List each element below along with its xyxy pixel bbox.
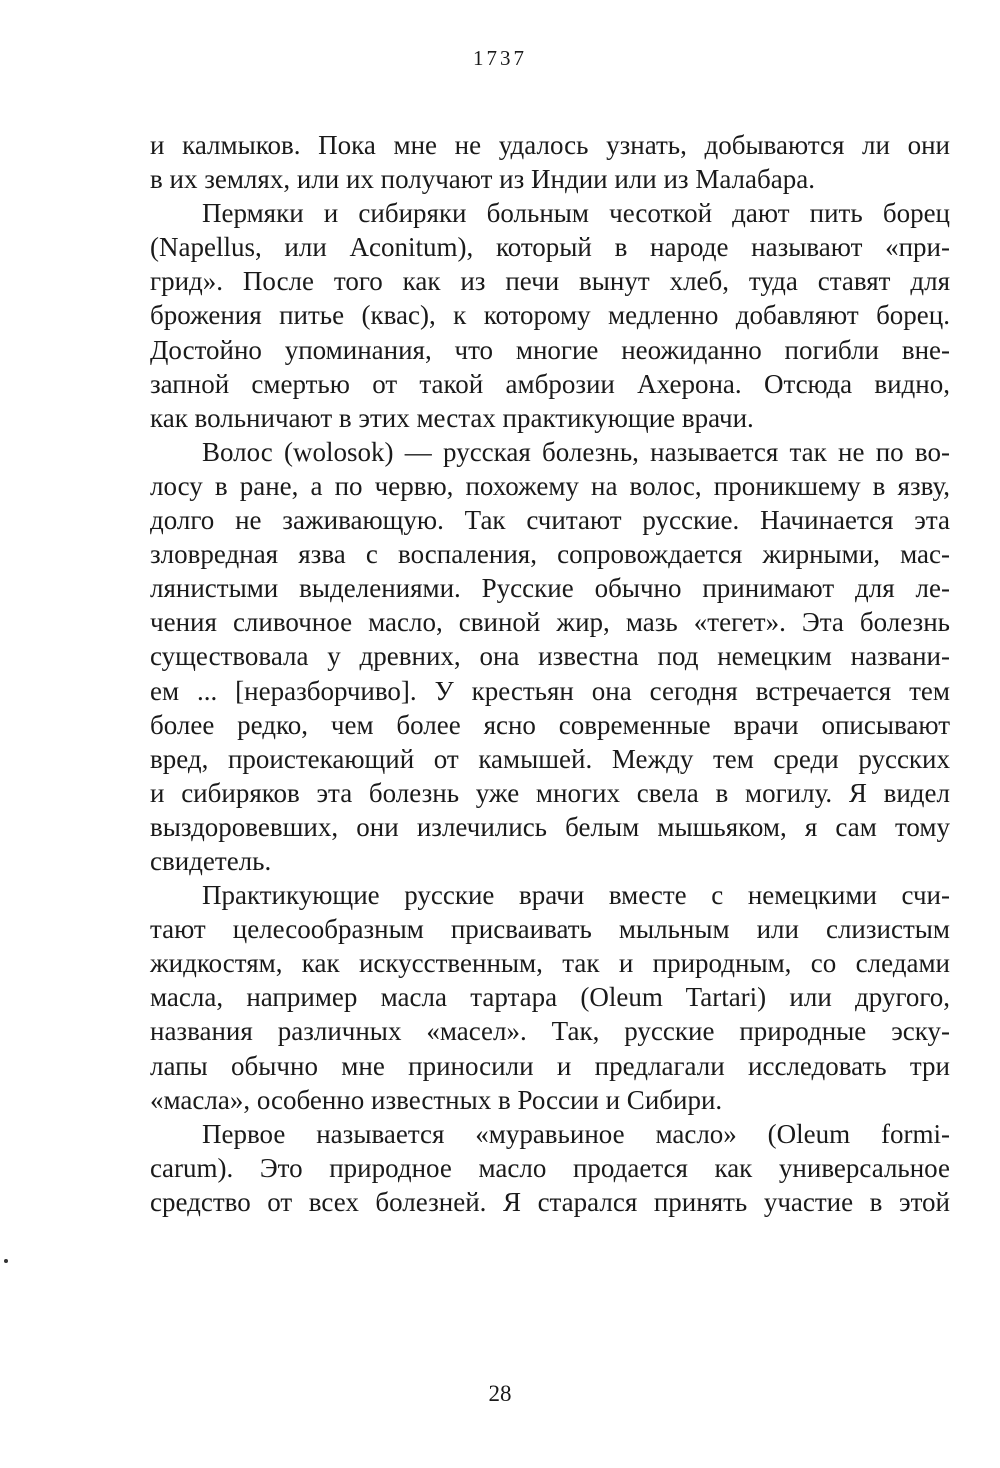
text-line: Практикующие русские врачи вместе с немецкими счи- (202, 880, 950, 911)
text-line: лянистыми выделениями. Русские обычно принимают для ле- (150, 573, 950, 604)
text-line: более редко, чем более ясно современные врачи описывают (150, 709, 950, 740)
text-line: «масла», особенно известных в России и Сибири. (150, 1084, 723, 1115)
text-line: вред, проистекающий от камышей. Между тем среди русских (150, 743, 950, 774)
page-number: 28 (488, 1381, 512, 1406)
text-line: Первое называется «муравьиное масло» (Oleum formi- (202, 1118, 950, 1149)
text-line: в их землях, или их получают из Индии или из Малабара. (150, 164, 815, 195)
running-head: 1737 (473, 46, 527, 70)
text-line: как вольничают в этих местах практикующие врачи. (150, 402, 754, 433)
text-line: лосу в ране, а по червю, похожему на волос, проникшему в язву, (150, 470, 950, 501)
text-line: ем ... [неразборчиво]. У крестьян она сегодня встречается тем (150, 675, 950, 706)
text-line: Достойно упоминания, что многие неожиданно погибли вне- (150, 334, 950, 365)
text-line: тают целесообразным присваивать мыльным или слизистым (150, 914, 950, 945)
body-text (150, 128, 950, 1219)
text-line: выздоровевших, они излечились белым мышьяком, я сам тому (150, 811, 950, 842)
text-line: жидкостям, как искусственным, так и природным, со следами (150, 948, 950, 979)
scan-speck (4, 1259, 8, 1263)
text-line: долго не заживающую. Так считают русские. Начинается эта (150, 505, 950, 536)
text-line: брожения питье (квас), к которому медленно добавляют борец. (150, 300, 950, 331)
text-line: свидетель. (150, 845, 272, 876)
text-line: средство от всех болезней. Я старался принять участие в этой (150, 1186, 950, 1217)
text-line: и калмыков. Пока мне не удалось узнать, добываются ли они (150, 130, 950, 160)
text-line: запной смертью от такой амброзии Ахерона. Отсюда видно, (150, 368, 950, 399)
text-line: и сибиряков эта болезнь уже многих свела в могилу. Я видел (150, 777, 950, 808)
text-line: названия различных «масел». Так, русские природные эску- (150, 1016, 950, 1047)
text-line: существовала у древних, она известна под немецким названи- (150, 641, 950, 672)
text-line: грид». После того как из печи вынут хлеб, туда ставят для (150, 266, 950, 297)
text-line: зловредная язва с воспаления, сопровождается жирными, мас- (150, 539, 950, 570)
text-line: carum). Это природное масло продается как универсальное (150, 1152, 950, 1183)
text-line: лапы обычно мне приносили и предлагали исследовать три (150, 1050, 950, 1081)
text-line: Волос (wolosok) — русская болезнь, называется так не по во- (202, 436, 950, 467)
text-line: Пермяки и сибиряки больным чесоткой дают пить борец (202, 198, 950, 229)
text-line: масла, например масла тартара (Oleum Tartari) или другого, (150, 982, 950, 1013)
text-line: чения сливочное масло, свиной жир, мазь «тегет». Эта болезнь (150, 607, 950, 638)
text-line: (Napellus, или Aconitum), который в народе называют «при- (150, 232, 950, 263)
